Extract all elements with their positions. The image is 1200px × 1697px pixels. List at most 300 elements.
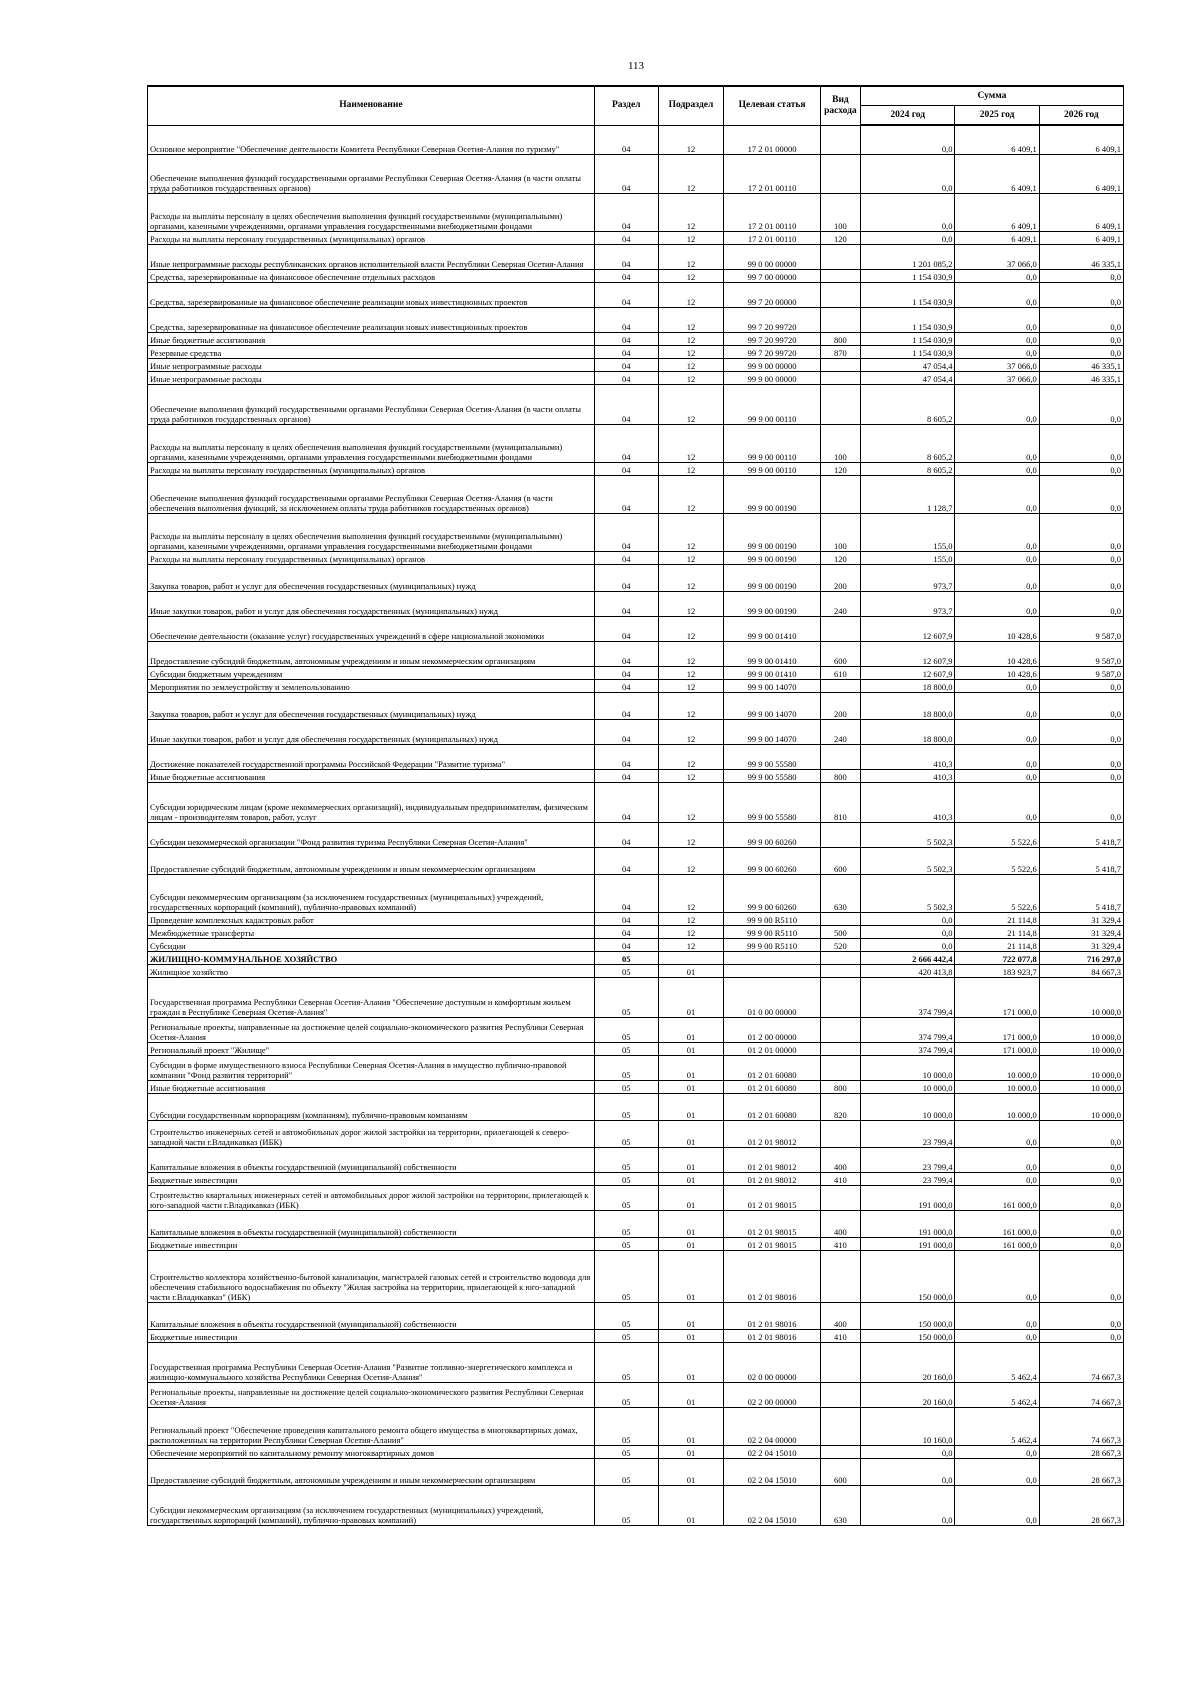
row-2024-cell: 8 605,2 (860, 462, 955, 475)
row-target-cell: 17 2 01 00110 (724, 154, 821, 193)
table-row (148, 591, 1124, 616)
row-2024-cell: 23 799,4 (860, 1120, 955, 1147)
row-2025-cell: 0,0 (955, 782, 1039, 822)
row-2025-cell: 0,0 (955, 679, 1039, 692)
row-subsection-cell: 01 (658, 1250, 724, 1302)
row-expense-type-cell: 120 (820, 462, 860, 475)
row-2026-cell: 10 000,0 (1039, 1042, 1123, 1055)
row-2024-cell: 12 607,9 (860, 641, 955, 666)
table-row (148, 193, 1124, 231)
row-2024-cell: 1 154 030,9 (860, 282, 955, 307)
row-2026-cell: 0,0 (1039, 769, 1123, 782)
row-name-cell: Проведение комплексных кадастровых работ (148, 912, 595, 925)
row-2025-cell: 0,0 (955, 1120, 1039, 1147)
row-2024-cell: 0,0 (860, 125, 955, 154)
header-expense-type: Вид расхода (820, 86, 860, 125)
row-2025-cell: 0,0 (955, 513, 1039, 551)
row-section-cell: 04 (594, 925, 658, 938)
row-2025-cell: 0,0 (955, 1172, 1039, 1185)
row-2025-cell: 722 077,8 (955, 951, 1039, 964)
row-2026-cell: 0,0 (1039, 332, 1123, 345)
row-expense-type-cell: 410 (820, 1329, 860, 1342)
row-2024-cell: 155,0 (860, 513, 955, 551)
row-target-cell: 99 9 00 60260 (724, 874, 821, 912)
row-expense-type-cell (820, 1407, 860, 1445)
row-name-cell: Закупка товаров, работ и услуг для обеспечения государственных (муниципальных) нужд (148, 692, 595, 719)
row-name-cell: Иные бюджетные ассигнования (148, 1080, 595, 1093)
row-section-cell: 05 (594, 1382, 658, 1407)
table-row (148, 1382, 1124, 1407)
row-section-cell: 04 (594, 616, 658, 641)
row-target-cell: 99 9 00 00190 (724, 591, 821, 616)
row-name-cell: Капитальные вложения в объекты государственной (муниципальной) собственности (148, 1302, 595, 1329)
row-subsection-cell: 12 (658, 822, 724, 847)
row-subsection-cell: 12 (658, 912, 724, 925)
row-expense-type-cell (820, 282, 860, 307)
row-2025-cell: 6 409,1 (955, 231, 1039, 244)
row-target-cell: 99 9 00 00000 (724, 358, 821, 371)
row-expense-type-cell (820, 912, 860, 925)
row-target-cell: 99 9 00 00190 (724, 513, 821, 551)
row-target-cell: 99 7 20 99720 (724, 345, 821, 358)
row-target-cell: 01 2 01 60080 (724, 1080, 821, 1093)
table-row (148, 551, 1124, 564)
row-subsection-cell: 12 (658, 384, 724, 424)
table-row (148, 513, 1124, 551)
row-target-cell: 99 7 20 99720 (724, 332, 821, 345)
row-target-cell: 99 0 00 00000 (724, 244, 821, 269)
row-section-cell: 05 (594, 1302, 658, 1329)
row-expense-type-cell: 800 (820, 1080, 860, 1093)
row-target-cell: 99 9 00 R5110 (724, 938, 821, 951)
table-row (148, 822, 1124, 847)
row-name-cell: Расходы на выплаты персоналу государственных (муниципальных) органов (148, 551, 595, 564)
row-2025-cell: 0,0 (955, 424, 1039, 462)
row-section-cell: 05 (594, 1147, 658, 1172)
row-target-cell: 99 9 00 01410 (724, 641, 821, 666)
row-expense-type-cell (820, 475, 860, 513)
row-2026-cell: 0,0 (1039, 591, 1123, 616)
table-row (148, 1407, 1124, 1445)
row-2025-cell: 6 409,1 (955, 193, 1039, 231)
row-2025-cell: 0,0 (955, 1458, 1039, 1485)
row-2026-cell: 6 409,1 (1039, 231, 1123, 244)
row-subsection-cell: 12 (658, 358, 724, 371)
row-2026-cell: 0,0 (1039, 551, 1123, 564)
row-subsection-cell: 12 (658, 424, 724, 462)
row-expense-type-cell: 400 (820, 1302, 860, 1329)
row-2025-cell: 37 066,0 (955, 371, 1039, 384)
row-target-cell: 99 7 20 00000 (724, 282, 821, 307)
row-subsection-cell: 01 (658, 964, 724, 977)
row-expense-type-cell: 100 (820, 424, 860, 462)
row-expense-type-cell: 400 (820, 1147, 860, 1172)
row-target-cell: 01 2 01 98012 (724, 1147, 821, 1172)
row-2026-cell: 0,0 (1039, 345, 1123, 358)
row-expense-type-cell: 240 (820, 719, 860, 744)
row-subsection-cell: 01 (658, 1185, 724, 1210)
row-subsection-cell: 01 (658, 1329, 724, 1342)
table-row (148, 371, 1124, 384)
row-name-cell: Расходы на выплаты персоналу в целях обеспечения выполнения функций государственными (муниципальными) органами, казенными учреждениями, органами управления государственными внебюджетными фондами (148, 193, 595, 231)
row-section-cell: 04 (594, 641, 658, 666)
table-row (148, 1445, 1124, 1458)
table-row (148, 307, 1124, 332)
table-row (148, 564, 1124, 591)
header-2026: 2026 год (1039, 106, 1123, 126)
row-section-cell: 04 (594, 782, 658, 822)
row-target-cell: 99 9 00 R5110 (724, 912, 821, 925)
row-target-cell: 17 2 01 00110 (724, 193, 821, 231)
row-section-cell: 04 (594, 125, 658, 154)
row-section-cell: 05 (594, 1407, 658, 1445)
row-2024-cell: 5 502,3 (860, 874, 955, 912)
row-name-cell: Субсидии государственным корпорациям (компаниям), публично-правовым компаниям (148, 1093, 595, 1120)
row-2025-cell: 10 000,0 (955, 1055, 1039, 1080)
table-row (148, 1042, 1124, 1055)
row-name-cell: Субсидии (148, 938, 595, 951)
row-target-cell: 17 2 01 00000 (724, 125, 821, 154)
row-expense-type-cell: 810 (820, 782, 860, 822)
row-name-cell: Обеспечение мероприятий по капитальному ремонту многоквартирных домов (148, 1445, 595, 1458)
row-2025-cell: 171 000,0 (955, 977, 1039, 1017)
row-2025-cell: 161 000,0 (955, 1210, 1039, 1237)
row-target-cell: 01 2 01 98012 (724, 1120, 821, 1147)
row-section-cell: 05 (594, 1210, 658, 1237)
row-2024-cell: 20 160,0 (860, 1382, 955, 1407)
row-name-cell: Региональные проекты, направленные на достижение целей социально-экономического развития Республики Северная Осетия-Алания (148, 1382, 595, 1407)
row-2024-cell: 0,0 (860, 231, 955, 244)
row-subsection-cell (658, 951, 724, 964)
row-2026-cell: 28 667,3 (1039, 1485, 1123, 1525)
row-2025-cell: 0,0 (955, 307, 1039, 332)
table-row (148, 874, 1124, 912)
row-section-cell: 05 (594, 964, 658, 977)
row-name-cell: Межбюджетные трансферты (148, 925, 595, 938)
row-2025-cell: 37 066,0 (955, 244, 1039, 269)
row-target-cell (724, 951, 821, 964)
row-2025-cell: 5 522,6 (955, 874, 1039, 912)
row-2024-cell: 0,0 (860, 1445, 955, 1458)
header-subsection: Подраздел (658, 86, 724, 125)
row-subsection-cell: 12 (658, 307, 724, 332)
row-name-cell: Иные закупки товаров, работ и услуг для обеспечения государственных (муниципальных) нужд (148, 591, 595, 616)
row-2024-cell: 150 000,0 (860, 1302, 955, 1329)
table-row (148, 332, 1124, 345)
table-row (148, 424, 1124, 462)
table-row (148, 1080, 1124, 1093)
row-2025-cell: 161 000,0 (955, 1237, 1039, 1250)
row-expense-type-cell (820, 744, 860, 769)
row-expense-type-cell: 200 (820, 564, 860, 591)
row-name-cell: Бюджетные инвестиции (148, 1172, 595, 1185)
row-expense-type-cell (820, 244, 860, 269)
row-2026-cell: 0,0 (1039, 719, 1123, 744)
row-section-cell: 05 (594, 1458, 658, 1485)
row-2024-cell: 0,0 (860, 193, 955, 231)
row-target-cell: 01 2 01 60080 (724, 1093, 821, 1120)
table-row (148, 462, 1124, 475)
row-subsection-cell: 01 (658, 1147, 724, 1172)
row-target-cell: 01 2 01 60080 (724, 1055, 821, 1080)
row-name-cell: Субсидии бюджетным учреждениям (148, 666, 595, 679)
row-2026-cell: 28 667,3 (1039, 1458, 1123, 1485)
row-2024-cell: 1 154 030,9 (860, 269, 955, 282)
row-section-cell: 04 (594, 513, 658, 551)
table-row (148, 847, 1124, 874)
row-target-cell: 99 9 00 00000 (724, 371, 821, 384)
row-subsection-cell: 12 (658, 551, 724, 564)
row-2025-cell: 6 409,1 (955, 154, 1039, 193)
row-2024-cell: 0,0 (860, 938, 955, 951)
row-name-cell: Субсидии юридическим лицам (кроме некоммерческих организаций), индивидуальным предпринимателям, физическим лицам - производителям товаров, работ, услуг (148, 782, 595, 822)
row-expense-type-cell: 100 (820, 193, 860, 231)
row-target-cell: 01 2 01 98015 (724, 1185, 821, 1210)
row-2024-cell: 5 502,3 (860, 847, 955, 874)
row-name-cell: Средства, зарезервированные на финансовое обеспечение реализации новых инвестиционных проектов (148, 282, 595, 307)
row-2025-cell: 5 462,4 (955, 1342, 1039, 1382)
row-subsection-cell: 01 (658, 1237, 724, 1250)
row-2026-cell: 0,0 (1039, 1237, 1123, 1250)
row-section-cell: 04 (594, 269, 658, 282)
row-2026-cell: 0,0 (1039, 475, 1123, 513)
row-2024-cell: 1 201 085,2 (860, 244, 955, 269)
row-target-cell: 99 9 00 00110 (724, 424, 821, 462)
row-subsection-cell: 12 (658, 371, 724, 384)
row-expense-type-cell (820, 1120, 860, 1147)
row-subsection-cell: 01 (658, 1093, 724, 1120)
row-target-cell: 01 2 01 98015 (724, 1237, 821, 1250)
row-expense-type-cell (820, 384, 860, 424)
row-target-cell (724, 964, 821, 977)
row-target-cell: 01 2 01 00000 (724, 1042, 821, 1055)
row-2025-cell: 0,0 (955, 692, 1039, 719)
row-section-cell: 05 (594, 1329, 658, 1342)
row-2025-cell: 5 462,4 (955, 1407, 1039, 1445)
row-2024-cell: 10 000,0 (860, 1055, 955, 1080)
row-2025-cell: 0,0 (955, 282, 1039, 307)
row-section-cell: 05 (594, 951, 658, 964)
row-expense-type-cell: 500 (820, 925, 860, 938)
row-2024-cell: 8 605,2 (860, 424, 955, 462)
row-2026-cell: 5 418,7 (1039, 847, 1123, 874)
row-2026-cell: 9 587,0 (1039, 666, 1123, 679)
row-2025-cell: 21 114,8 (955, 925, 1039, 938)
row-expense-type-cell: 410 (820, 1172, 860, 1185)
row-2024-cell: 374 799,4 (860, 977, 955, 1017)
row-2025-cell: 0,0 (955, 384, 1039, 424)
row-expense-type-cell (820, 1382, 860, 1407)
row-target-cell: 99 7 00 00000 (724, 269, 821, 282)
row-section-cell: 04 (594, 475, 658, 513)
table-row (148, 1250, 1124, 1302)
row-target-cell: 01 2 01 98015 (724, 1210, 821, 1237)
row-2025-cell: 10 428,6 (955, 641, 1039, 666)
row-section-cell: 05 (594, 1185, 658, 1210)
row-section-cell: 05 (594, 1172, 658, 1185)
row-2026-cell: 31 329,4 (1039, 938, 1123, 951)
row-2025-cell: 171 000,0 (955, 1017, 1039, 1042)
row-2025-cell: 183 923,7 (955, 964, 1039, 977)
row-2024-cell: 0,0 (860, 925, 955, 938)
row-section-cell: 04 (594, 358, 658, 371)
row-subsection-cell: 12 (658, 692, 724, 719)
row-subsection-cell: 12 (658, 513, 724, 551)
row-name-cell: Достижение показателей государственной программы Российской Федерации "Развитие туризма" (148, 744, 595, 769)
row-expense-type-cell (820, 951, 860, 964)
row-2025-cell: 0,0 (955, 475, 1039, 513)
table-row (148, 925, 1124, 938)
row-section-cell: 04 (594, 874, 658, 912)
row-target-cell: 99 9 00 55580 (724, 782, 821, 822)
row-2026-cell: 0,0 (1039, 269, 1123, 282)
row-2024-cell: 155,0 (860, 551, 955, 564)
row-name-cell: Резервные средства (148, 345, 595, 358)
row-2026-cell: 74 667,3 (1039, 1342, 1123, 1382)
row-2025-cell: 0,0 (955, 269, 1039, 282)
row-section-cell: 04 (594, 462, 658, 475)
table-row (148, 679, 1124, 692)
row-name-cell: Расходы на выплаты персоналу в целях обеспечения выполнения функций государственными (муниципальными) органами, казенными учреждениями, органами управления государственными внебюджетными фондами (148, 424, 595, 462)
row-section-cell: 04 (594, 384, 658, 424)
row-target-cell: 99 9 00 55580 (724, 744, 821, 769)
row-2026-cell: 6 409,1 (1039, 154, 1123, 193)
row-2025-cell: 161 000,0 (955, 1185, 1039, 1210)
row-2026-cell: 0,0 (1039, 692, 1123, 719)
row-target-cell: 99 7 20 99720 (724, 307, 821, 332)
row-2024-cell: 47 054,4 (860, 358, 955, 371)
row-name-cell: Строительство коллектора хозяйственно-бытовой канализации, магистралей газовых сетей и строительство водовода для обеспечения стабильного водоснабжения по объекту "Жилая застройка на территории, прилегающей к юго-западной части г.Владикавказ" (ИБК) (148, 1250, 595, 1302)
row-subsection-cell: 01 (658, 1080, 724, 1093)
row-expense-type-cell (820, 679, 860, 692)
row-2025-cell: 5 522,6 (955, 847, 1039, 874)
row-subsection-cell: 12 (658, 462, 724, 475)
row-2024-cell: 5 502,3 (860, 822, 955, 847)
row-2024-cell: 410,3 (860, 744, 955, 769)
row-target-cell: 99 9 00 00110 (724, 384, 821, 424)
row-section-cell: 04 (594, 244, 658, 269)
row-expense-type-cell: 630 (820, 874, 860, 912)
row-subsection-cell: 12 (658, 938, 724, 951)
row-section-cell: 04 (594, 744, 658, 769)
row-target-cell: 02 2 04 15010 (724, 1458, 821, 1485)
row-2024-cell: 191 000,0 (860, 1185, 955, 1210)
header-2025: 2025 год (955, 106, 1039, 126)
row-name-cell: Капитальные вложения в объекты государственной (муниципальной) собственности (148, 1210, 595, 1237)
row-2026-cell: 716 297,0 (1039, 951, 1123, 964)
header-target: Целевая статья (724, 86, 821, 125)
row-name-cell: Региональный проект "Жилище" (148, 1042, 595, 1055)
row-name-cell: Субсидии некоммерческим организациям (за исключением государственных (муниципальных) учреждений, государственных корпораций (компаний), публично-правовых компаний) (148, 874, 595, 912)
table-row (148, 977, 1124, 1017)
row-2026-cell: 74 667,3 (1039, 1407, 1123, 1445)
row-name-cell: Иные бюджетные ассигнования (148, 332, 595, 345)
row-name-cell: Капитальные вложения в объекты государственной (муниципальной) собственности (148, 1147, 595, 1172)
row-subsection-cell: 01 (658, 1485, 724, 1525)
row-subsection-cell: 12 (658, 782, 724, 822)
row-2025-cell: 21 114,8 (955, 912, 1039, 925)
table-row (148, 744, 1124, 769)
row-2024-cell: 374 799,4 (860, 1017, 955, 1042)
row-2025-cell: 0,0 (955, 1329, 1039, 1342)
row-2026-cell: 9 587,0 (1039, 641, 1123, 666)
row-2024-cell: 18 800,0 (860, 679, 955, 692)
row-target-cell: 01 2 00 00000 (724, 1017, 821, 1042)
row-name-cell: Обеспечение деятельности (оказание услуг) государственных учреждений в сфере национальной экономики (148, 616, 595, 641)
row-expense-type-cell (820, 1185, 860, 1210)
row-2025-cell: 171 000,0 (955, 1042, 1039, 1055)
row-name-cell: Обеспечение выполнения функций государственными органами Республики Северная Осетия-Алания (в части обеспечения выполнения функций, за исключением оплаты труда работников государственных органов) (148, 475, 595, 513)
row-2026-cell: 10 000,0 (1039, 1093, 1123, 1120)
row-2024-cell: 191 000,0 (860, 1210, 955, 1237)
row-section-cell: 05 (594, 1485, 658, 1525)
row-target-cell: 99 9 00 01410 (724, 666, 821, 679)
row-expense-type-cell: 600 (820, 1458, 860, 1485)
row-expense-type-cell (820, 1042, 860, 1055)
row-name-cell: Субсидии некоммерческой организации "Фонд развития туризма Республики Северная Осетия-Алания" (148, 822, 595, 847)
row-target-cell: 99 9 00 55580 (724, 769, 821, 782)
row-name-cell: Мероприятия по землеустройству и землепользованию (148, 679, 595, 692)
row-name-cell: Основное мероприятие "Обеспечение деятельности Комитета Республики Северная Осетия-Алания по туризму" (148, 125, 595, 154)
row-section-cell: 04 (594, 307, 658, 332)
row-2024-cell: 47 054,4 (860, 371, 955, 384)
row-2025-cell: 0,0 (955, 719, 1039, 744)
header-section: Раздел (594, 86, 658, 125)
row-target-cell: 17 2 01 00110 (724, 231, 821, 244)
row-2026-cell: 0,0 (1039, 1172, 1123, 1185)
row-subsection-cell: 12 (658, 475, 724, 513)
table-row (148, 282, 1124, 307)
row-2026-cell: 74 667,3 (1039, 1382, 1123, 1407)
table-row (148, 1302, 1124, 1329)
budget-table (147, 85, 1124, 1526)
row-2025-cell: 0,0 (955, 1302, 1039, 1329)
row-name-cell: Предоставление субсидий бюджетным, автономным учреждениям и иным некоммерческим организациям (148, 641, 595, 666)
row-2026-cell: 5 418,7 (1039, 874, 1123, 912)
row-target-cell: 01 2 01 98016 (724, 1250, 821, 1302)
row-subsection-cell: 01 (658, 977, 724, 1017)
row-2025-cell: 0,0 (955, 462, 1039, 475)
row-2024-cell: 0,0 (860, 912, 955, 925)
row-name-cell: Предоставление субсидий бюджетным, автономным учреждениям и иным некоммерческим организациям (148, 847, 595, 874)
row-section-cell: 04 (594, 345, 658, 358)
row-subsection-cell: 01 (658, 1017, 724, 1042)
table-row (148, 769, 1124, 782)
row-2024-cell: 0,0 (860, 154, 955, 193)
row-name-cell: Бюджетные инвестиции (148, 1329, 595, 1342)
table-row (148, 1120, 1124, 1147)
row-expense-type-cell: 400 (820, 1210, 860, 1237)
row-expense-type-cell: 240 (820, 591, 860, 616)
row-target-cell: 01 2 01 98016 (724, 1302, 821, 1329)
row-target-cell: 01 0 00 00000 (724, 977, 821, 1017)
row-2026-cell: 10 000,0 (1039, 1017, 1123, 1042)
row-2025-cell: 5 522,6 (955, 822, 1039, 847)
table-row (148, 125, 1124, 154)
row-expense-type-cell (820, 269, 860, 282)
row-name-cell: Средства, зарезервированные на финансовое обеспечение отдельных расходов (148, 269, 595, 282)
row-subsection-cell: 12 (658, 282, 724, 307)
row-name-cell: Закупка товаров, работ и услуг для обеспечения государственных (муниципальных) нужд (148, 564, 595, 591)
row-expense-type-cell: 120 (820, 231, 860, 244)
table-row (148, 938, 1124, 951)
row-subsection-cell: 12 (658, 332, 724, 345)
row-2025-cell: 10 000,0 (955, 1093, 1039, 1120)
row-2024-cell: 150 000,0 (860, 1250, 955, 1302)
table-row (148, 692, 1124, 719)
row-2026-cell: 10 000,0 (1039, 1080, 1123, 1093)
row-2024-cell: 18 800,0 (860, 719, 955, 744)
